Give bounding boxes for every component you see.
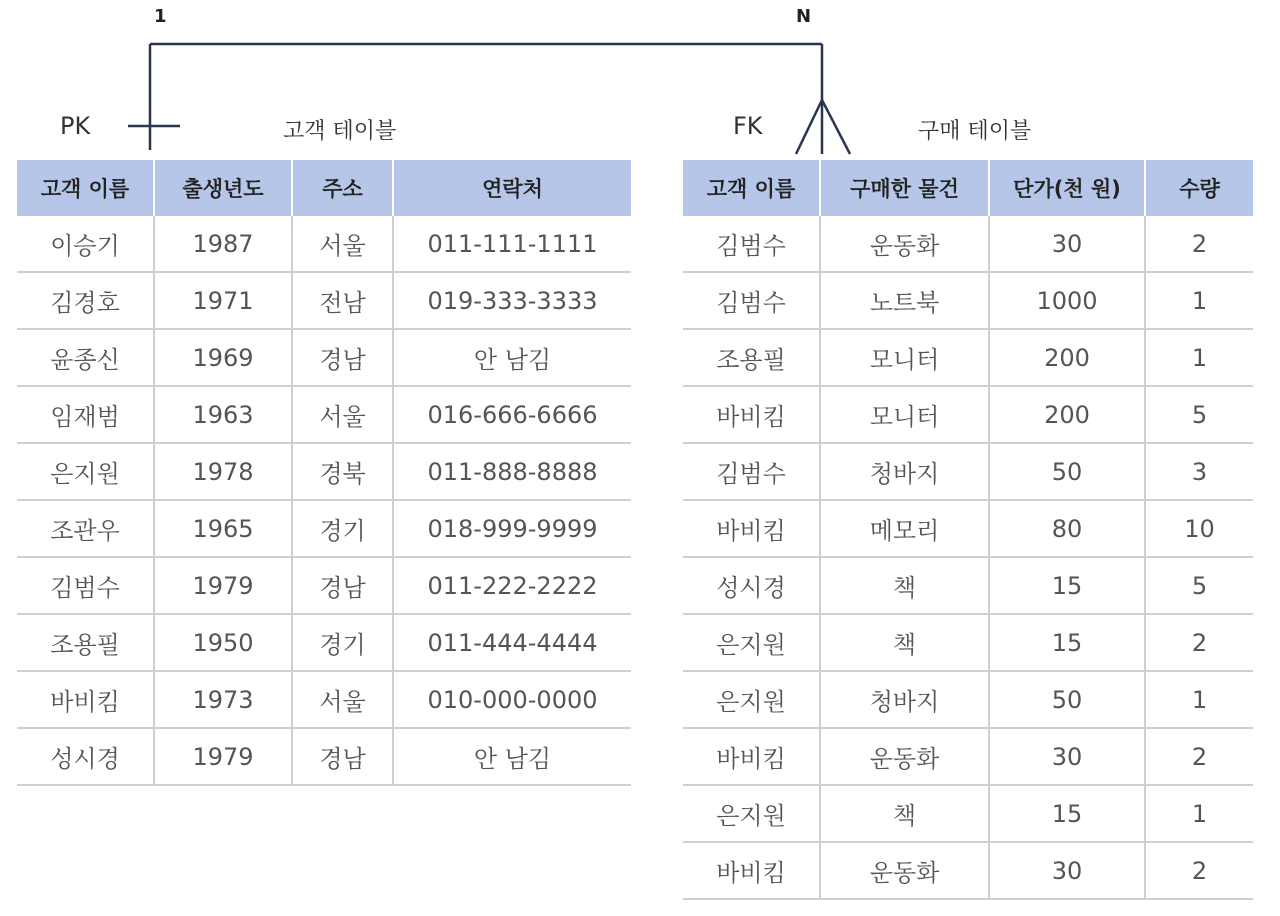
- table-cell: 윤종신: [17, 329, 154, 386]
- table-cell: 김경호: [17, 272, 154, 329]
- table-row: [683, 443, 1253, 500]
- table-cell: 1: [1145, 329, 1253, 386]
- table-cell: 2: [1145, 614, 1253, 671]
- table-cell: 모니터: [820, 329, 989, 386]
- customer-table-header: [17, 160, 631, 216]
- column-header: 고객 이름: [17, 160, 154, 216]
- table-cell: 1969: [154, 329, 292, 386]
- table-cell: 1987: [154, 216, 292, 272]
- table-cell: 바비킴: [683, 728, 820, 785]
- table-cell: 은지원: [683, 614, 820, 671]
- table-cell: 018-999-9999: [393, 500, 631, 557]
- table-cell: 안 남김: [393, 728, 631, 785]
- table-row: [17, 728, 631, 785]
- table-row: [683, 785, 1253, 842]
- table-cell: 바비킴: [17, 671, 154, 728]
- table-row: [683, 329, 1253, 386]
- column-header: 구매한 물건: [820, 160, 989, 216]
- table-cell: 011-111-1111: [393, 216, 631, 272]
- table-cell: 바비킴: [683, 500, 820, 557]
- column-header: 수량: [1145, 160, 1253, 216]
- table-cell: 은지원: [683, 785, 820, 842]
- table-cell: 1: [1145, 785, 1253, 842]
- table-cell: 성시경: [683, 557, 820, 614]
- table-cell: 2: [1145, 216, 1253, 272]
- column-header: 출생년도: [154, 160, 292, 216]
- table-cell: 5: [1145, 386, 1253, 443]
- table-cell: 5: [1145, 557, 1253, 614]
- table-cell: 바비킴: [683, 842, 820, 899]
- table-row: [17, 443, 631, 500]
- table-cell: 노트북: [820, 272, 989, 329]
- table-cell: 1978: [154, 443, 292, 500]
- many-cardinality-label: N: [796, 6, 812, 27]
- customer-table: [17, 160, 631, 786]
- table-cell: 1950: [154, 614, 292, 671]
- customer-table-title: 고객 테이블: [283, 119, 397, 144]
- table-cell: 은지원: [17, 443, 154, 500]
- table-cell: 30: [989, 216, 1145, 272]
- table-cell: 서울: [292, 386, 393, 443]
- crow-foot-right: [822, 100, 850, 154]
- table-cell: 1963: [154, 386, 292, 443]
- table-cell: 이승기: [17, 216, 154, 272]
- purchase-table: [683, 160, 1253, 900]
- table-cell: 30: [989, 842, 1145, 899]
- table-row: [17, 272, 631, 329]
- table-row: [17, 386, 631, 443]
- table-cell: 바비킴: [683, 386, 820, 443]
- table-row: [683, 728, 1253, 785]
- table-cell: 1979: [154, 557, 292, 614]
- table-cell: 200: [989, 329, 1145, 386]
- table-cell: 011-222-2222: [393, 557, 631, 614]
- purchase-table-title: 구매 테이블: [918, 119, 1032, 144]
- table-cell: 50: [989, 671, 1145, 728]
- table-cell: 1: [1145, 671, 1253, 728]
- table-row: [17, 500, 631, 557]
- table-row: [17, 216, 631, 272]
- table-cell: 1965: [154, 500, 292, 557]
- table-cell: 은지원: [683, 671, 820, 728]
- table-cell: 경남: [292, 329, 393, 386]
- table-cell: 성시경: [17, 728, 154, 785]
- column-header: 고객 이름: [683, 160, 820, 216]
- table-cell: 운동화: [820, 842, 989, 899]
- table-cell: 김범수: [683, 443, 820, 500]
- table-cell: 모니터: [820, 386, 989, 443]
- table-cell: 조관우: [17, 500, 154, 557]
- table-cell: 15: [989, 557, 1145, 614]
- table-cell: 15: [989, 785, 1145, 842]
- table-row: [683, 216, 1253, 272]
- table-cell: 011-444-4444: [393, 614, 631, 671]
- table-cell: 책: [820, 557, 989, 614]
- table-row: [683, 500, 1253, 557]
- table-row: [17, 671, 631, 728]
- table-cell: 019-333-3333: [393, 272, 631, 329]
- table-cell: 010-000-0000: [393, 671, 631, 728]
- table-cell: 3: [1145, 443, 1253, 500]
- table-row: [17, 329, 631, 386]
- table-cell: 안 남김: [393, 329, 631, 386]
- table-row: [17, 614, 631, 671]
- column-header: 연락처: [393, 160, 631, 216]
- table-cell: 전남: [292, 272, 393, 329]
- table-cell: 50: [989, 443, 1145, 500]
- table-cell: 경남: [292, 728, 393, 785]
- table-cell: 책: [820, 614, 989, 671]
- table-cell: 1973: [154, 671, 292, 728]
- table-cell: 경북: [292, 443, 393, 500]
- table-cell: 메모리: [820, 500, 989, 557]
- table-cell: 청바지: [820, 443, 989, 500]
- table-cell: 016-666-6666: [393, 386, 631, 443]
- crow-foot-left: [796, 100, 822, 154]
- table-cell: 서울: [292, 671, 393, 728]
- table-row: [683, 557, 1253, 614]
- table-cell: 1: [1145, 272, 1253, 329]
- column-header: 주소: [292, 160, 393, 216]
- table-cell: 10: [1145, 500, 1253, 557]
- table-cell: 200: [989, 386, 1145, 443]
- table-cell: 김범수: [17, 557, 154, 614]
- table-cell: 조용필: [17, 614, 154, 671]
- table-cell: 서울: [292, 216, 393, 272]
- table-cell: 1000: [989, 272, 1145, 329]
- table-cell: 청바지: [820, 671, 989, 728]
- one-cardinality-label: 1: [154, 6, 167, 27]
- table-row: [683, 842, 1253, 899]
- table-cell: 80: [989, 500, 1145, 557]
- table-cell: 운동화: [820, 728, 989, 785]
- table-row: [683, 671, 1253, 728]
- purchase-table-header: [683, 160, 1253, 216]
- table-row: [17, 557, 631, 614]
- table-cell: 경남: [292, 557, 393, 614]
- table-cell: 011-888-8888: [393, 443, 631, 500]
- table-cell: 2: [1145, 728, 1253, 785]
- table-cell: 책: [820, 785, 989, 842]
- table-cell: 조용필: [683, 329, 820, 386]
- table-cell: 경기: [292, 500, 393, 557]
- table-cell: 2: [1145, 842, 1253, 899]
- pk-label: PK: [60, 112, 91, 140]
- table-cell: 운동화: [820, 216, 989, 272]
- table-cell: 김범수: [683, 272, 820, 329]
- fk-label: FK: [733, 112, 763, 140]
- table-cell: 15: [989, 614, 1145, 671]
- table-cell: 1971: [154, 272, 292, 329]
- table-cell: 김범수: [683, 216, 820, 272]
- table-row: [683, 386, 1253, 443]
- column-header: 단가(천 원): [989, 160, 1145, 216]
- table-cell: 30: [989, 728, 1145, 785]
- table-row: [683, 272, 1253, 329]
- table-cell: 임재범: [17, 386, 154, 443]
- table-row: [683, 614, 1253, 671]
- table-cell: 1979: [154, 728, 292, 785]
- table-cell: 경기: [292, 614, 393, 671]
